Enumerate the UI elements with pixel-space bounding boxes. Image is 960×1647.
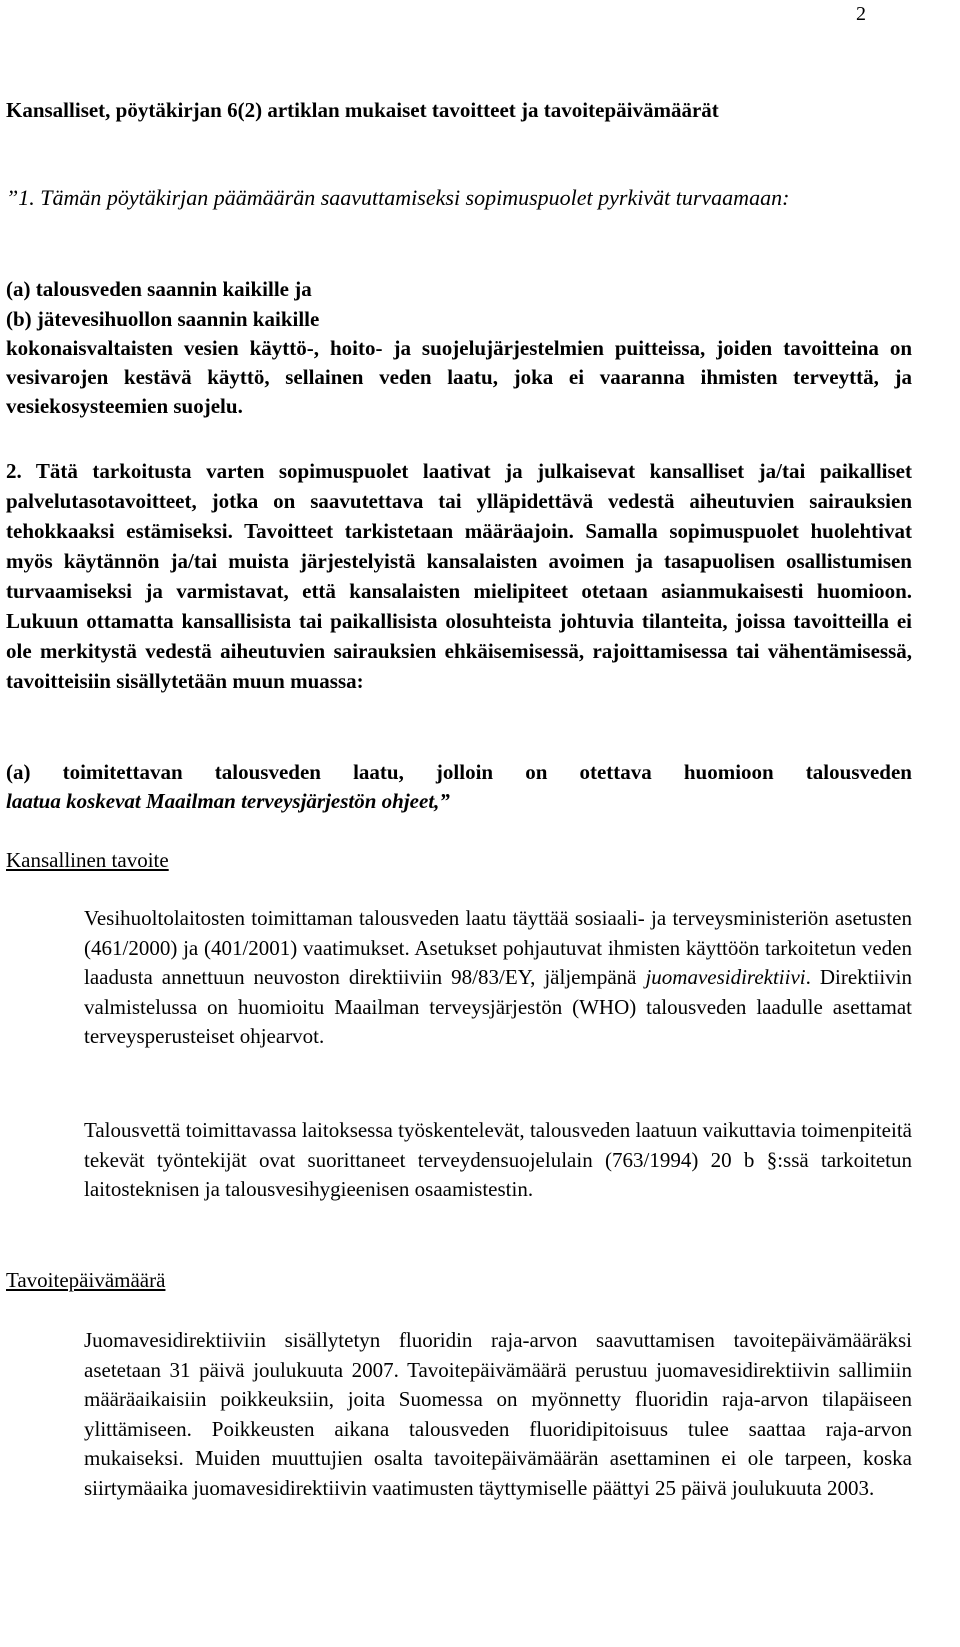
national-goal-text-2: . Direktiivin valmistelussa on huomioitu Maailman terveysjärjestön (WHO) talousveden laadulle asettamat terveysperusteiset ohjearvot. (84, 965, 913, 1048)
article-item-b: (b) jätevesihuollon saannin kaikille (6, 307, 320, 331)
national-goal-text-1: Vesihuoltolaitosten toimittaman talousveden laatu täyttää sosiaali- ja terveysministeriön asetusten (461/2000) ja (401/2001) vaatimukset. Asetukset pohjautuvat ihmisten käyttöön tarkoitetun veden laadusta annettuun neuvoston direktiiviin 98/83/EY, jäljempänä (84, 906, 912, 989)
page-heading: Kansalliset, pöytäkirjan 6(2) artiklan mukaiset tavoitteet ja tavoitepäivämäärät (6, 98, 719, 122)
article-paragraph-2: 2. Tätä tarkoitusta varten sopimuspuolet laativat ja julkaisevat kansalliset ja/tai paikalliset palvelutasotavoitteet, jotka on saavutettava tai ylläpidettävä vedestä aiheutuvien sairauksien tehokkaaksi estämiseksi. Tavoitteet tarkistetaan määräajoin. Samalla sopimuspuolet huolehtivat myös käytännön ja/tai muista järjestelyistä kansalaisten avoimen ja tasapuolisen osallistumisen turvaamiseksi ja varmistavat, että kansalaisten mielipiteet otetaan asianmukaisesti huomioon. Lukuun ottamatta kansallisista tai paikallisista olosuhteista johtuvia tilanteita, joissa tavoitteilla ei ole merkitystä vedestä aiheutuvien sairauksien ehkäisemisessä, rajoittamisessa tai vähentämisessä, tavoitteisiin sisällytetään muun muassa: (6, 459, 912, 693)
article-item-b-continuation: kokonaisvaltaisten vesien käyttö-, hoito- ja suojelujärjestelmien puitteissa, joiden tavoitteina on vesivarojen kestävä käyttö, sellainen veden laatu, joka ei vaaranna ihmisten terveyttä, ja vesiekosysteemien suojelu. (6, 336, 912, 418)
national-goal-paragraph-2: Talousvettä toimittavassa laitoksessa työskentelevät, talousveden laatuun vaikuttavia toimenpiteitä tekevät työntekijät ovat suorittaneet terveydensuojelulain (763/1994) 20 b §:ssä tarkoitetun laitosteknisen ja talousvesihygieenisen osaamistestin. (84, 1118, 912, 1201)
section-title-national-goal: Kansallinen tavoite (6, 848, 169, 872)
target-date-paragraph: Juomavesidirektiiviin sisällytetyn fluoridin raja-arvon saavuttamisen tavoitepäivämääräksi asetetaan 31 päivä joulukuuta 2007. Tavoitepäivämäärä perustuu juomavesidirektiivin sallimiin määräaikaisiin poikkeuksiin, joita Suomessa on myönnetty fluoridin raja-arvon tilapäiseen ylittämiseen. Poikkeusten aikana talousveden fluoridipitoisuus tulee saattaa raja-arvon mukaiseksi. Muiden muuttujien osalta tavoitepäivämäärän asettaminen ei ole tarpeen, koska siirtymäaika juomavesidirektiivin vaatimusten täyttymiselle päättyi 25 päivä joulukuuta 2003. (84, 1328, 912, 1500)
page-number: 2 (856, 3, 866, 25)
article-item-2a-italic: laatua koskevat Maailman terveysjärjestön ohjeet,” (6, 789, 450, 813)
national-goal-italic-term: juomavesidirektiivi (645, 965, 806, 989)
article-item-a: (a) talousveden saannin kaikille ja (6, 277, 312, 301)
national-goal-paragraph-1 (84, 904, 912, 1052)
article-paragraph-1: ”1. Tämän pöytäkirjan päämäärän saavuttamiseksi sopimuspuolet pyrkivät turvaamaan: (6, 185, 790, 210)
section-title-target-date: Tavoitepäivämäärä (6, 1268, 166, 1292)
article-item-2a: (a) toimitettavan talousveden laatu, jolloin on otettava huomioon talousveden (6, 760, 912, 784)
